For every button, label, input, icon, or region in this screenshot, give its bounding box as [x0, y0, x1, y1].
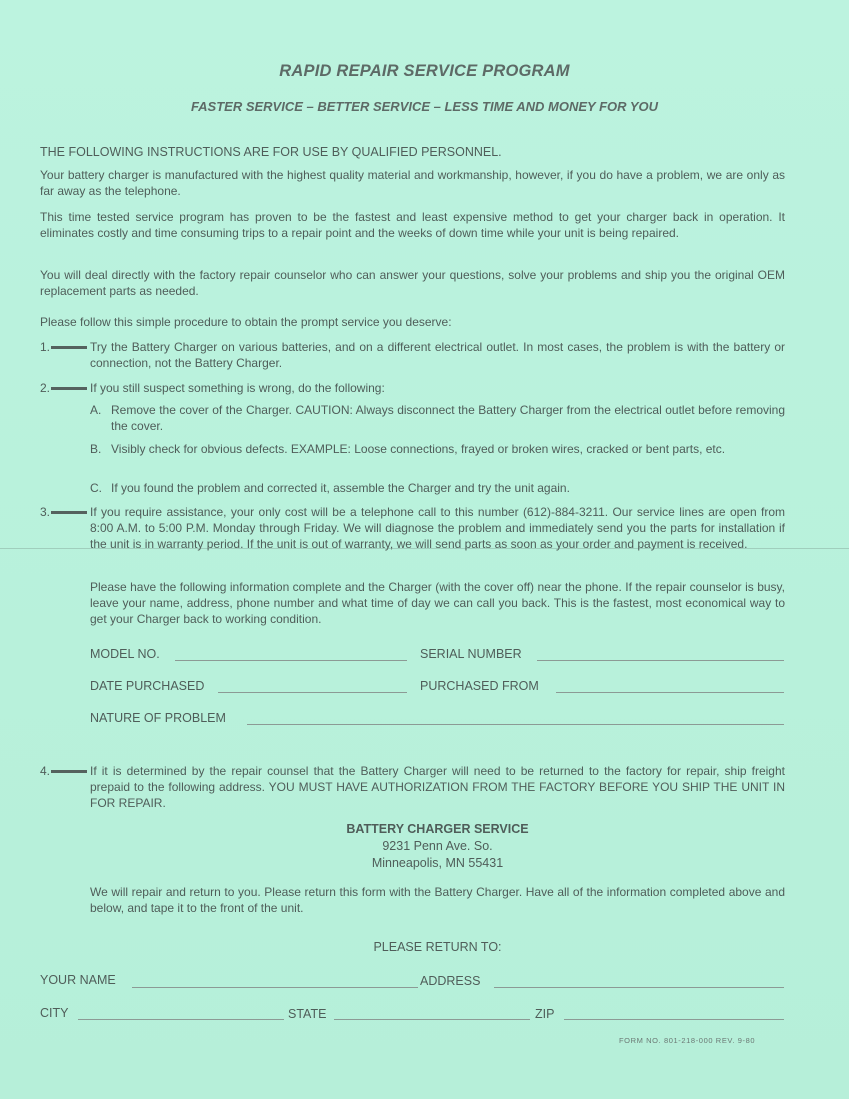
- substep-c-text: If you found the problem and corrected it, assemble the Charger and try the unit again.: [111, 481, 570, 495]
- address-label: ADDRESS: [420, 974, 481, 988]
- paragraph-factory-counselor: You will deal directly with the factory repair counselor who can answer your questions, solve your problems and ship you the original OEM replacement parts as needed.: [40, 268, 785, 298]
- step-dash: [51, 511, 87, 514]
- nature-of-problem-label: NATURE OF PROBLEM: [90, 711, 226, 725]
- procedure-intro: Please follow this simple procedure to obtain the prompt service you deserve:: [40, 315, 452, 329]
- city-field[interactable]: [78, 1019, 284, 1020]
- model-no-label: MODEL NO.: [90, 647, 160, 661]
- city-label: CITY: [40, 1006, 69, 1020]
- substep-b-text: Visibly check for obvious defects. EXAMPLE: Loose connections, frayed or broken wires, cracked or bent parts, etc.: [111, 442, 726, 456]
- step-dash: [51, 346, 87, 349]
- your-name-label: YOUR NAME: [40, 973, 116, 987]
- your-name-field[interactable]: [132, 987, 418, 988]
- substep-a-text: Remove the cover of the Charger. CAUTION: Always disconnect the Battery Charger from the electrical outlet before removing the cover.: [111, 403, 785, 433]
- purchased-from-label: PURCHASED FROM: [420, 679, 539, 693]
- zip-field[interactable]: [564, 1019, 784, 1020]
- step-1-number: 1.: [40, 339, 87, 355]
- step-2-number: 2.: [40, 380, 87, 396]
- substep-a-letter: A.: [90, 403, 102, 417]
- paragraph-quality: Your battery charger is manufactured with the highest quality material and workmanship, however, if you do have a problem, we are only as far away as the telephone.: [40, 168, 785, 198]
- step-2-text: If you still suspect something is wrong, do the following:: [90, 381, 385, 395]
- model-no-field[interactable]: [175, 660, 407, 661]
- service-street: 9231 Penn Ave. So.: [382, 839, 493, 853]
- serial-number-label: SERIAL NUMBER: [420, 647, 522, 661]
- step-4-number: 4.: [40, 763, 87, 779]
- step-dash: [51, 387, 87, 390]
- paragraph-service-program: This time tested service program has proven to be the fastest and least expensive method to get your charger back in operation. It eliminates costly and time consuming trips to a repair point and the weeks of down time while your unit is being repaired.: [40, 210, 785, 240]
- form-number: FORM NO. 801-218-000 REV. 9-80: [619, 1036, 756, 1045]
- please-return-heading: PLEASE RETURN TO:: [373, 940, 502, 954]
- address-field[interactable]: [494, 987, 784, 988]
- service-city: Minneapolis, MN 55431: [371, 856, 504, 870]
- return-paragraph: We will repair and return to you. Please return this form with the Battery Charger. Have all of the information completed above and below, and tape it to the front of the unit.: [90, 885, 785, 915]
- substep-b-letter: B.: [90, 442, 102, 456]
- step-3-number: 3.: [40, 504, 87, 520]
- step-3-text: If you require assistance, your only cost will be a telephone call to this number (612)-884-3211. Our service lines are open from 8:00 A.M. to 5:00 P.M. Monday through Friday. We will diagnose the problem and immediately send you the parts for installation if the unit is in warranty period. If the unit is out of warranty, we will send parts as soon as your order and payment is received.: [90, 505, 785, 551]
- page-title: RAPID REPAIR SERVICE PROGRAM: [279, 62, 570, 80]
- serial-number-field[interactable]: [537, 660, 784, 661]
- step-4-text: If it is determined by the repair counsel that the Battery Charger will need to be returned to the factory for repair, ship freight prepaid to the following address. YOU MUST HAVE AUTHORIZATION FROM THE FACTORY BEFORE YOU SHIP THE UNIT IN FOR REPAIR.: [90, 764, 785, 810]
- nature-of-problem-field[interactable]: [247, 724, 784, 725]
- date-purchased-field[interactable]: [218, 692, 407, 693]
- state-field[interactable]: [334, 1019, 530, 1020]
- info-paragraph: Please have the following information complete and the Charger (with the cover off) near the phone. If the repair counselor is busy, leave your name, address, phone number and what time of day we can call you back. This is the fastest, most economical way to get your Charger back to working condition.: [90, 580, 785, 626]
- page-subtitle: FASTER SERVICE – BETTER SERVICE – LESS TIME AND MONEY FOR YOU: [190, 99, 659, 114]
- purchased-from-field[interactable]: [556, 692, 784, 693]
- state-label: STATE: [288, 1007, 327, 1021]
- step-dash: [51, 770, 87, 773]
- zip-label: ZIP: [535, 1007, 555, 1021]
- step-1-text: Try the Battery Charger on various batteries, and on a different electrical outlet. In most cases, the problem is with the battery or connection, not the Battery Charger.: [90, 340, 785, 370]
- service-name: BATTERY CHARGER SERVICE: [346, 822, 529, 836]
- date-purchased-label: DATE PURCHASED: [90, 679, 205, 693]
- substep-c-letter: C.: [90, 481, 102, 495]
- intro-heading: THE FOLLOWING INSTRUCTIONS ARE FOR USE BY QUALIFIED PERSONNEL.: [40, 145, 502, 159]
